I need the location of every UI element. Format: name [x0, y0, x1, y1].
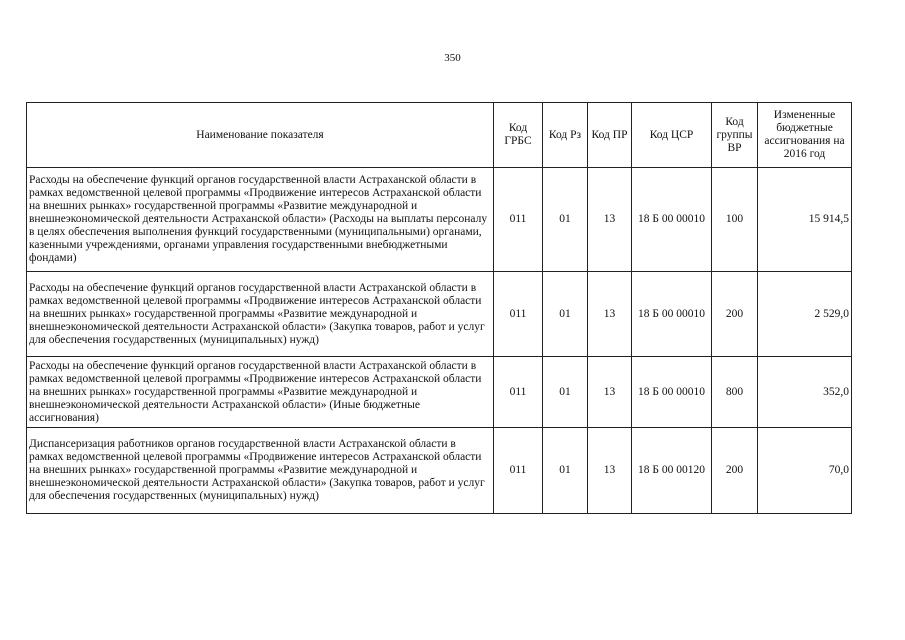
row-grbs: 011	[494, 168, 543, 272]
row-csr: 18 Б 00 00120	[632, 428, 712, 514]
row-pr: 13	[588, 272, 632, 357]
row-vr: 200	[712, 272, 758, 357]
row-rz: 01	[543, 357, 588, 428]
header-name: Наименование показателя	[27, 103, 494, 168]
row-pr: 13	[588, 357, 632, 428]
row-pr: 13	[588, 428, 632, 514]
row-grbs: 011	[494, 272, 543, 357]
row-rz: 01	[543, 428, 588, 514]
row-amount: 2 529,0	[758, 272, 852, 357]
row-csr: 18 Б 00 00010	[632, 272, 712, 357]
table-row	[27, 357, 852, 428]
row-csr: 18 Б 00 00010	[632, 168, 712, 272]
row-pr: 13	[588, 168, 632, 272]
header-vr: Код группы ВР	[712, 103, 758, 168]
row-grbs: 011	[494, 428, 543, 514]
row-vr: 200	[712, 428, 758, 514]
row-vr: 800	[712, 357, 758, 428]
table-row	[27, 168, 852, 272]
table-header-row	[27, 103, 852, 168]
row-amount: 15 914,5	[758, 168, 852, 272]
header-rz: Код Рз	[543, 103, 588, 168]
header-pr: Код ПР	[588, 103, 632, 168]
budget-table	[26, 102, 852, 514]
row-amount: 352,0	[758, 357, 852, 428]
header-grbs: Код ГРБС	[494, 103, 543, 168]
table-row	[27, 272, 852, 357]
row-csr: 18 Б 00 00010	[632, 357, 712, 428]
row-grbs: 011	[494, 357, 543, 428]
row-amount: 70,0	[758, 428, 852, 514]
table-row	[27, 428, 852, 514]
header-csr: Код ЦСР	[632, 103, 712, 168]
row-rz: 01	[543, 168, 588, 272]
row-rz: 01	[543, 272, 588, 357]
row-name: Диспансеризация работников органов государственной власти Астраханской области в рамках ведомственной целевой программы «Продвижение интересов Астраханской области на внешних рынках» государственной программы «Развитие международной и внешнеэкономической деятельности Астраханской области» (Закупка товаров, работ и услуг для обеспечения государственных (муниципальных) нужд)	[27, 428, 494, 514]
page-number: 350	[444, 52, 461, 64]
row-name: Расходы на обеспечение функций органов государственной власти Астраханской области в рамках ведомственной целевой программы «Продвижение интересов Астраханской области на внешних рынках» государственной программы «Развитие международной и внешнеэкономической деятельности Астраханской области» (Закупка товаров, работ и услуг для обеспечения государственных (муниципальных) нужд)	[27, 272, 494, 357]
row-vr: 100	[712, 168, 758, 272]
row-name: Расходы на обеспечение функций органов государственной власти Астраханской области в рамках ведомственной целевой программы «Продвижение интересов Астраханской области на внешних рынках» государственной программы «Развитие международной и внешнеэкономической деятельности Астраханской области» (Иные бюджетные ассигнования)	[27, 357, 494, 428]
row-name: Расходы на обеспечение функций органов государственной власти Астраханской области в рамках ведомственной целевой программы «Продвижение интересов Астраханской области на внешних рынках» государственной программы «Развитие международной и внешнеэкономической деятельности Астраханской области» (Расходы на выплаты персоналу в целях обеспечения выполнения функций государственными (муниципальными) органами, казенными учреждениями, органами управления государственными внебюджетными фондами)	[27, 168, 494, 272]
header-amount: Измененные бюджетные ассигнования на 2016 год	[758, 103, 852, 168]
